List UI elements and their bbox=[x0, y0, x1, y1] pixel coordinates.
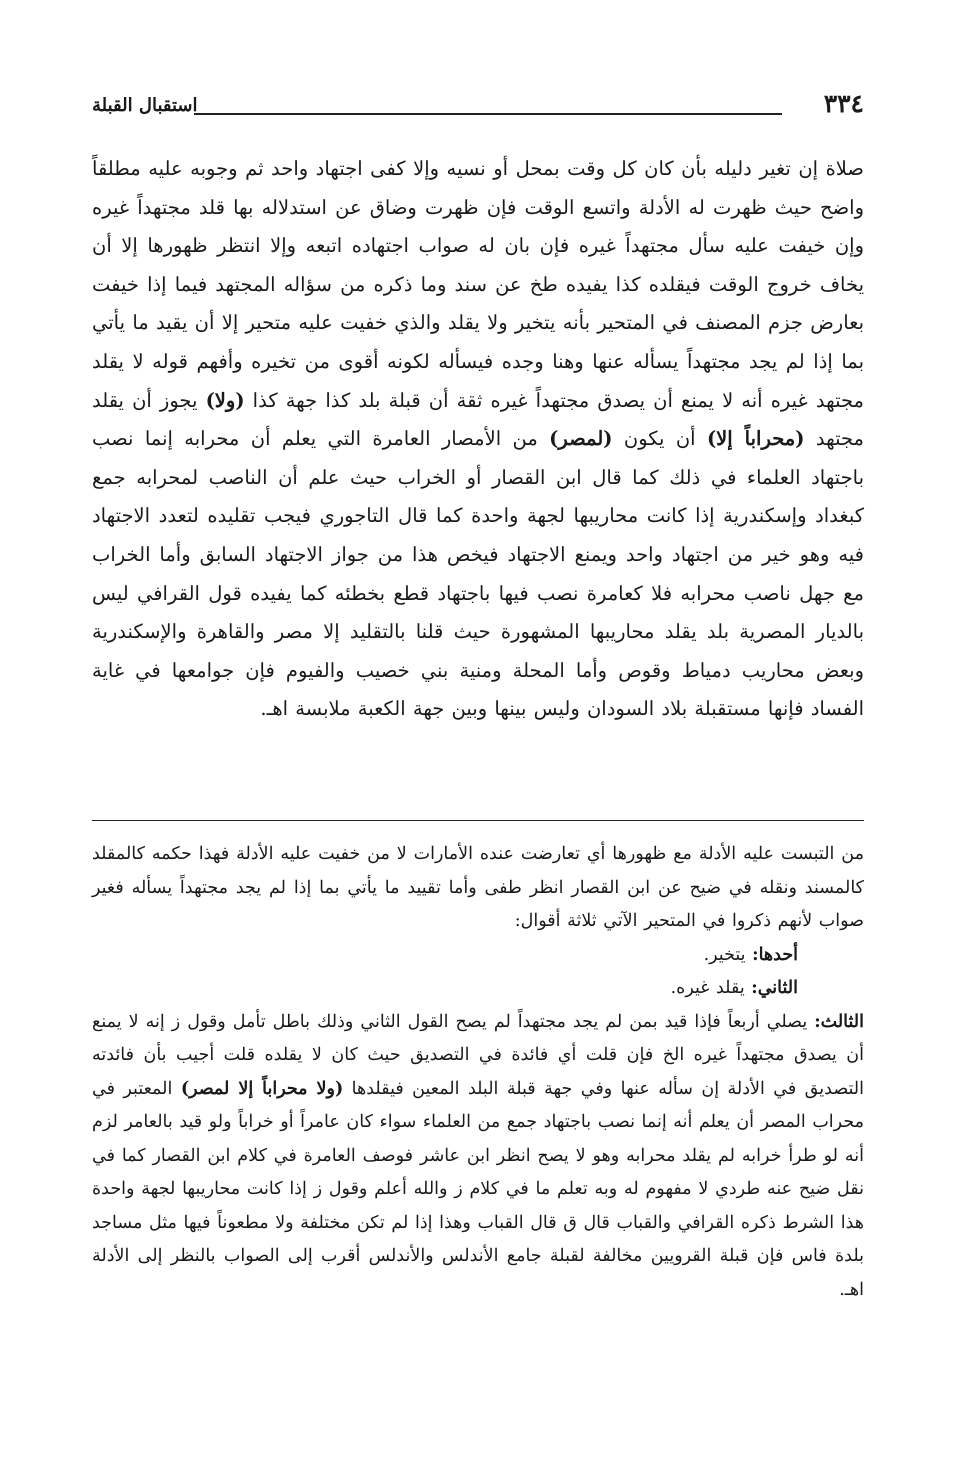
footnote-intro: من التبست عليه الأدلة مع ظهورها أي تعارضت عنده الأمارات لا من خفيت عليه الأدلة فهذا حكمه كالمقلد كالمسند ونقله في ضيح عن ابن القصار انظر طفى وأما تقييد ما يأتي بما إذا لم يجد مجتهداً يسأله فغير صواب لأنهم ذكروا في المتحير الآتي ثلاثة أقوال: bbox=[92, 844, 864, 931]
matn-term-mihrab: (محراباً إلا) bbox=[706, 427, 805, 451]
opinion-3-text: يصلي أربعاً فإذا قيد بمن لم يجد مجتهداً لم يصح القول الثاني وذلك باطل تأمل وقول ز إنه لا يمنع أن يصدق مجتهداً غيره الخ فإن قلت أي فائدة في التصديق حيث كان لا يقلده قلت أجيب بأن فائدته التصديق في الأدلة إن سأله عنها وفي جهة قبلة البلد المعين فيقلدها bbox=[92, 1011, 864, 1099]
opinion-2-label: الثاني: bbox=[751, 978, 798, 998]
main-text-part: يجوز أن يقلد مجتهد bbox=[92, 388, 864, 451]
main-text-part: من الأمصار العامرة التي يعلم أن محرابه إنما نصب باجتهاد العلماء في ذلك كما قال ابن القصار أو الخراب حيث علم أن الناصب لمحرابه جمع كبغداد وإسكندرية إذا كانت محاريبها لجهة واحدة كما قال التاجوري فيجب تقليده لتعدد الاجتهاد فيه وهو خير من اجتهاد واحد ويمنع الاجتهاد فيخص هذا من جواز الاجتهاد السابق وأما الخراب مع جهل ناصب محرابه فلا كعامرة نصب فيها باجتهاد قطع بخطئه كما يفيده قول القرافي ليس بالديار المصرية بلد يقلد محاريبها المشهورة حيث قلنا بالتقليد إلا مصر والقاهرة والإسكندرية وبعض محاريب دمياط وقوص وأما المحلة ومنية بني خصيب والفيوم فإن جوامعها في غاية الفساد فإنها مستقبلة بلاد السودان وليس بينها وبين جهة الكعبة ملابسة اهـ. bbox=[92, 427, 864, 721]
footnote-opinion-1 bbox=[92, 939, 864, 973]
matn-term-misr: (لمصر) bbox=[549, 427, 613, 451]
page-header bbox=[92, 84, 864, 130]
footnote-separator bbox=[92, 820, 864, 821]
matn-term-wala: (ولا) bbox=[205, 388, 245, 412]
running-title: استقبال القبلة bbox=[92, 95, 198, 116]
opinion-3-rest: المعتبر في محراب المصر أن يعلم أنه إنما نصب باجتهاد جمع من العلماء سواء كان عامراً أو خراباً ولو قيد بالعامر لزم أنه لو طرأ خرابه لم يقلد محرابه وهو لا يصح انظر ابن عاشر فوصف العامرة في كلام ابن القصار كما في نقل ضيح عنه طردي لا مفهوم له وبه تعلم ما في كلام ز والله أعلم وقول ز إذا كانت محاريبها لجهة واحدة هذا الشرط ذكره القرافي والقباب قال ق قال القباب وهذا إذا لم تكن مختلفة ولا مطعوناً فيها مثل مساجد بلدة فاس فإن قبلة القرويين مخالفة لقبلة جامع الأندلس والأندلس أقرب إلى الصواب بالنظر إلى الأدلة اهـ. bbox=[92, 1078, 864, 1300]
footnote-opinion-3 bbox=[92, 1006, 864, 1308]
main-paragraph bbox=[92, 150, 864, 729]
main-text-part: صلاة إن تغير دليله بأن كان كل وقت بمحل أو نسيه وإلا كفى اجتهاد واحد ثم وجوبه عليه مطلقاً واضح حيث ظهرت له الأدلة واتسع الوقت فإن ظهرت وضاق عن استدلاله بها قلد مجتهداً غيره وإن خيفت عليه سأل مجتهداً غيره فإن بان له صواب اجتهاده اتبعه وإلا انتظر ظهورها إلا أن يخاف خروج الوقت فيقلده كذا يفيده طخ عن سند وما ذكره من سؤاله المجتهد فيما إذا خيفت بعارض جزم المصنف في المتحير بأنه يتخير ولا يقلد والذي خفيت عليه متحير إلا أن يقيد ما يأتي بما إذا لم يجد مجتهداً يسأله عنها وهنا وجده فيسأله لكونه أقوى من تخيره وأفهم قوله لا يقلد مجتهد غيره أنه لا يمنع أن يصدق مجتهداً غيره ثقة أن قبلة بلد كذا جهة كذا bbox=[92, 157, 865, 412]
opinion-1-text: يتخير. bbox=[703, 944, 753, 965]
opinion-3-term: (ولا محراباً إلا لمصر) bbox=[180, 1078, 344, 1099]
page-number: ٣٣٤ bbox=[823, 89, 864, 118]
main-text bbox=[92, 150, 864, 729]
opinion-1-label: أحدها: bbox=[752, 944, 798, 965]
opinion-3-label: الثالث: bbox=[814, 1011, 864, 1032]
opinion-2-text: يقلد غيره. bbox=[670, 978, 752, 998]
main-text-part: أن يكون bbox=[612, 427, 707, 451]
header-rule bbox=[194, 113, 782, 115]
footnotes bbox=[92, 838, 864, 1307]
footnote-opinion-2 bbox=[92, 972, 864, 1006]
